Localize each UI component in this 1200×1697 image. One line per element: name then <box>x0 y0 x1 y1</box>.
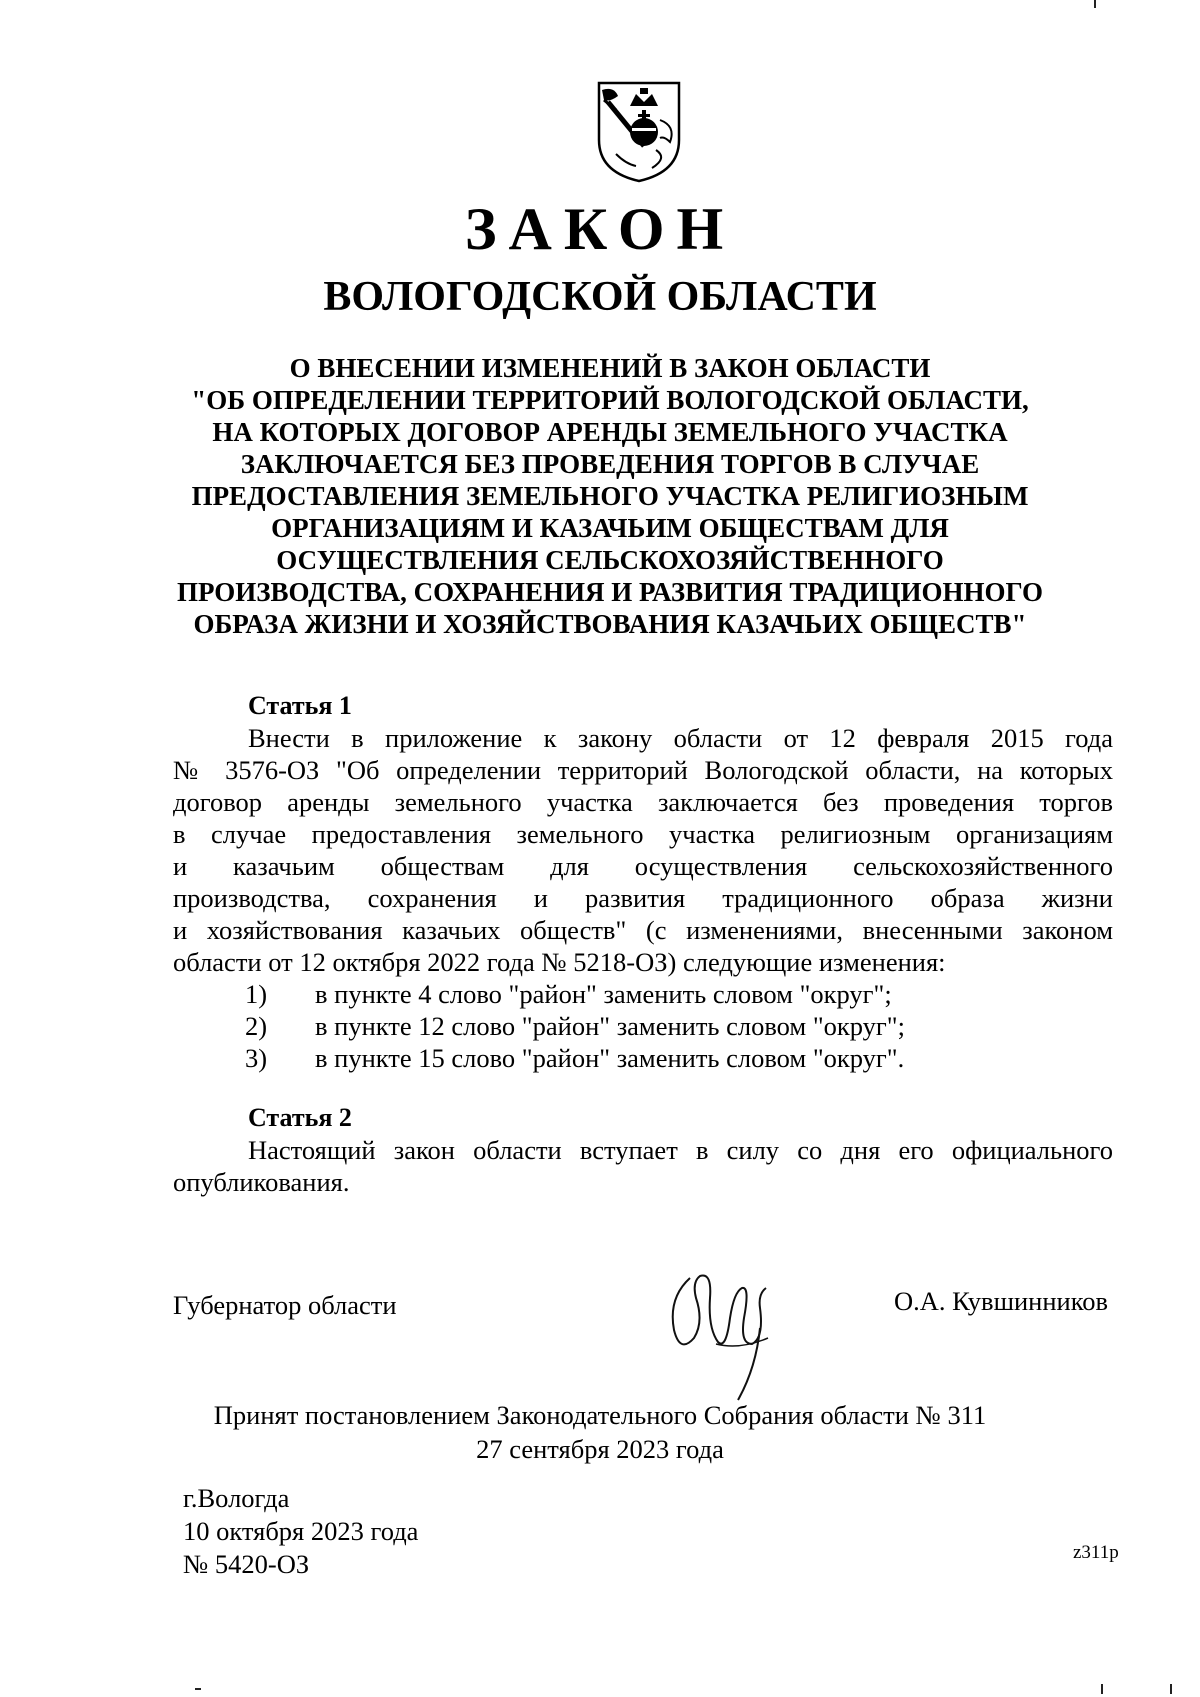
heading-line: НА КОТОРЫХ ДОГОВОР АРЕНДЫ ЗЕМЕЛЬНОГО УЧАСТКА <box>212 417 1008 447</box>
scan-mark <box>1101 1684 1103 1694</box>
amendment-item <box>245 978 892 1010</box>
amendment-number: 1) <box>245 979 268 1009</box>
amendment-number: 3) <box>245 1043 268 1073</box>
scan-mark <box>195 1688 201 1690</box>
heading-line: ПРОИЗВОДСТВА, СОХРАНЕНИЯ И РАЗВИТИЯ ТРАДИЦИОННОГО <box>176 577 1044 607</box>
amendment-number: 2) <box>245 1011 268 1041</box>
amendment-text: в пункте 12 слово "район" заменить словом "округ"; <box>315 1011 905 1041</box>
article-1-line: Внести в приложение к закону области от 12 февраля 2015 года <box>248 723 1113 753</box>
article-2-title: Статья 2 <box>248 1103 352 1132</box>
amendment-item <box>245 1042 904 1074</box>
article-2-body <box>173 1134 1113 1198</box>
heading-line: ОСУЩЕСТВЛЕНИЯ СЕЛЬСКОХОЗЯЙСТВЕННОГО <box>276 545 944 575</box>
article-1-line: и хозяйствования казачьих обществ" (с изменениями, внесенными законом <box>173 915 1113 945</box>
adoption-info <box>0 1398 1200 1466</box>
coat-of-arms-emblem <box>596 80 682 184</box>
article-2-line: опубликования. <box>173 1167 350 1197</box>
article-1-line: и казачьим обществам для осуществления сельскохозяйственного <box>173 851 1113 881</box>
adoption-line: Принят постановлением Законодательного Собрания области № 311 <box>213 1400 987 1430</box>
law-date: 10 октября 2023 года <box>183 1516 419 1546</box>
article-1-line: производства, сохранения и развития традиционного образа жизни <box>173 883 1113 913</box>
article-1-body <box>173 722 1113 978</box>
city: г.Вологда <box>183 1483 290 1513</box>
document-code: z311p <box>1073 1542 1119 1563</box>
heading-line: ЗАКЛЮЧАЕТСЯ БЕЗ ПРОВЕДЕНИЯ ТОРГОВ В СЛУЧАЕ <box>240 449 980 479</box>
amendment-text: в пункте 15 слово "район" заменить словом "округ". <box>315 1043 905 1073</box>
article-1-line: № 3576-ОЗ "Об определении территорий Вологодской области, на которых <box>173 755 1113 785</box>
scan-mark <box>1170 1684 1172 1694</box>
document-type-title: ЗАКОН <box>464 196 736 262</box>
law-number: № 5420-ОЗ <box>183 1549 310 1579</box>
article-2-line: Настоящий закон области вступает в силу со дня его официального <box>248 1135 1113 1165</box>
heading-line: ОБРАЗА ЖИЗНИ И ХОЗЯЙСТВОВАНИЯ КАЗАЧЬИХ ОБЩЕСТВ" <box>193 609 1027 639</box>
scan-mark <box>1094 0 1096 8</box>
amendment-text: в пункте 4 слово "район" заменить словом "округ"; <box>315 979 892 1009</box>
article-1-line: договор аренды земельного участка заключается без проведения торгов <box>173 787 1113 817</box>
signer-name: О.А. Кувшинников <box>893 1286 1108 1316</box>
article-1-title: Статья 1 <box>248 691 352 720</box>
handwritten-signature <box>660 1258 800 1403</box>
article-1-line: в случае предоставления земельного участка религиозным организациям <box>173 819 1113 849</box>
signer-position: Губернатор области <box>173 1290 397 1320</box>
article-1-line: области от 12 октября 2022 года № 5218-ОЗ) следующие изменения: <box>173 947 946 977</box>
heading-line: ОРГАНИЗАЦИЯМ И КАЗАЧЬИМ ОБЩЕСТВАМ ДЛЯ <box>271 513 949 543</box>
heading-line: О ВНЕСЕНИИ ИЗМЕНЕНИЙ В ЗАКОН ОБЛАСТИ <box>289 353 931 383</box>
adoption-date: 27 сентября 2023 года <box>476 1434 724 1464</box>
heading-line: ПРЕДОСТАВЛЕНИЯ ЗЕМЕЛЬНОГО УЧАСТКА РЕЛИГИОЗНЫМ <box>191 481 1029 511</box>
law-heading <box>160 352 1060 640</box>
law-footer <box>183 1482 418 1581</box>
amendment-item <box>245 1010 905 1042</box>
region-title: ВОЛОГОДСКОЙ ОБЛАСТИ <box>323 274 877 320</box>
heading-line: "ОБ ОПРЕДЕЛЕНИИ ТЕРРИТОРИЙ ВОЛОГОДСКОЙ ОБЛАСТИ, <box>191 385 1029 415</box>
